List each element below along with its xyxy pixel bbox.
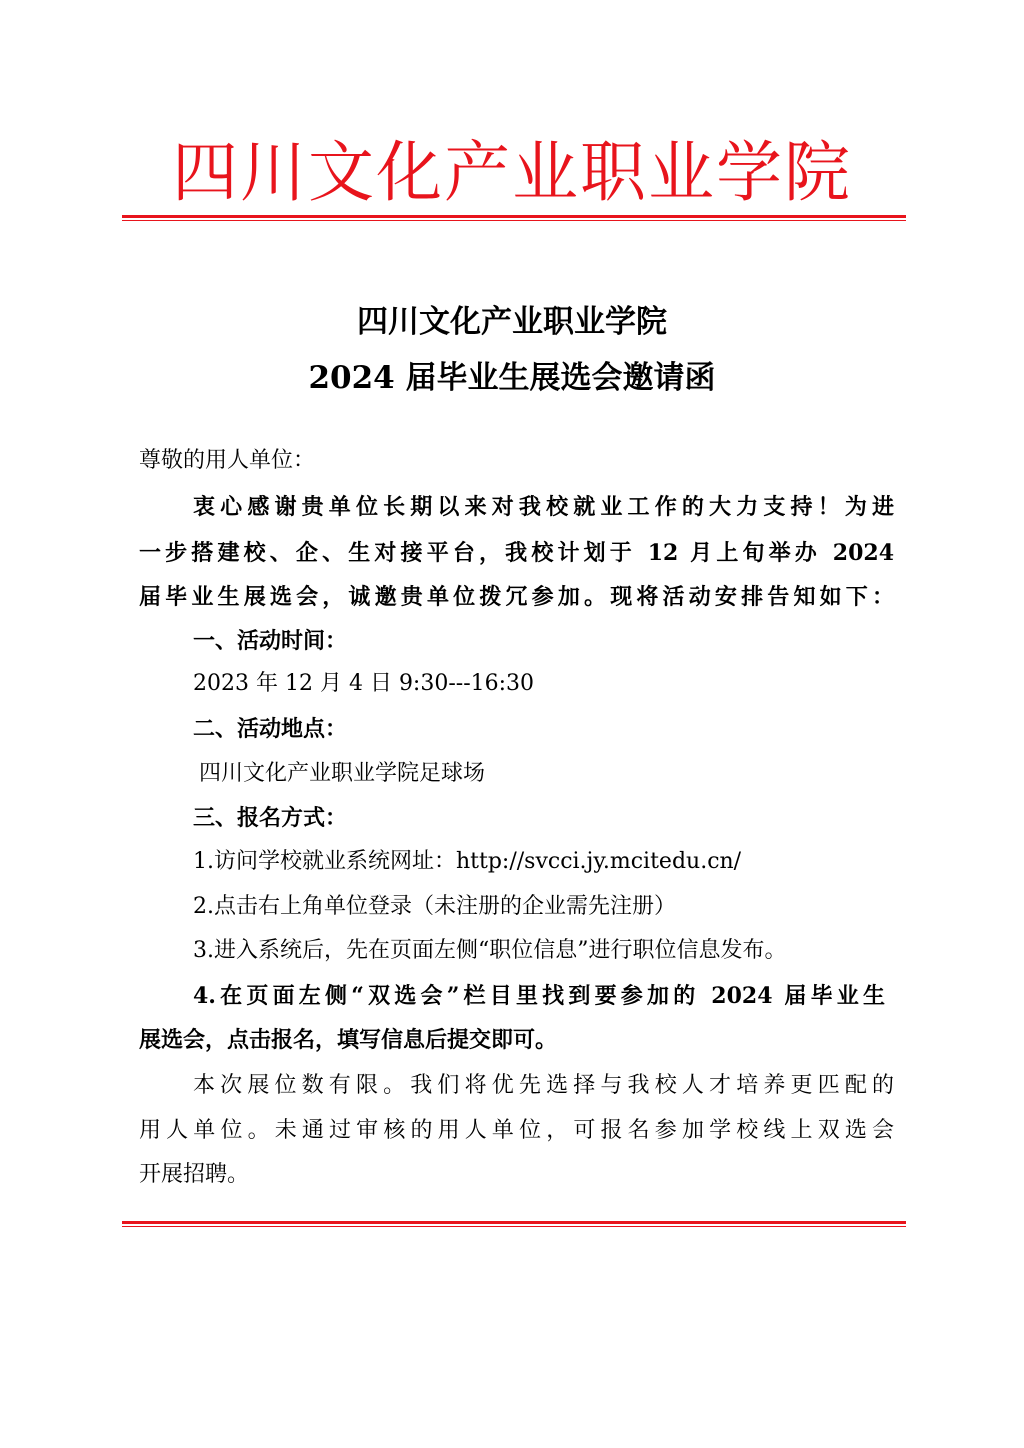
footer-rule bbox=[122, 1221, 906, 1227]
signup-step-4-line-1: 4.在页面左侧“双选会”栏目里找到要参加的 2024 届毕业生 bbox=[193, 983, 885, 1009]
signup-step-1: 1.访问学校就业系统网址：http://svcci.jy.mcitedu.cn/ bbox=[193, 849, 742, 874]
intro-line-1: 衷心感谢贵单位长期以来对我校就业工作的大力支持！为进 bbox=[193, 494, 894, 520]
signup-step-2: 2.点击右上角单位登录（未注册的企业需先注册） bbox=[193, 894, 676, 919]
section-signup-heading: 三、报名方式： bbox=[193, 805, 348, 831]
letterhead-rule-top bbox=[122, 215, 906, 221]
section-time-value: 2023 年 12 月 4 日 9:30---16:30 bbox=[193, 671, 535, 696]
intro-line-3: 届毕业生展选会，诚邀贵单位拨冗参加。现将活动安排告知如下： bbox=[139, 584, 894, 610]
closing-line-1: 本次展位数有限。我们将优先选择与我校人才培养更匹配的 bbox=[193, 1073, 894, 1098]
salutation: 尊敬的用人单位： bbox=[139, 448, 316, 473]
closing-line-2: 用人单位。未通过审核的用人单位，可报名参加学校线上双选会 bbox=[139, 1118, 894, 1143]
document-title-line1: 四川文化产业职业学院 bbox=[357, 304, 667, 340]
letterhead-title: 四川文化产业职业学院 bbox=[172, 134, 852, 211]
section-place-value: 四川文化产业职业学院足球场 bbox=[199, 761, 486, 786]
closing-line-3: 开展招聘。 bbox=[139, 1162, 250, 1187]
section-time-heading: 一、活动时间： bbox=[193, 628, 348, 654]
document-title-line2: 2024 届毕业生展选会邀请函 bbox=[308, 360, 716, 396]
intro-line-2: 一步搭建校、企、生对接平台，我校计划于 12 月上旬举办 2024 bbox=[139, 540, 894, 566]
signup-step-4-line-2: 展选会，点击报名，填写信息后提交即可。 bbox=[139, 1027, 558, 1053]
section-place-heading: 二、活动地点： bbox=[193, 716, 348, 742]
signup-step-3: 3.进入系统后，先在页面左侧“职位信息”进行职位信息发布。 bbox=[193, 938, 787, 963]
